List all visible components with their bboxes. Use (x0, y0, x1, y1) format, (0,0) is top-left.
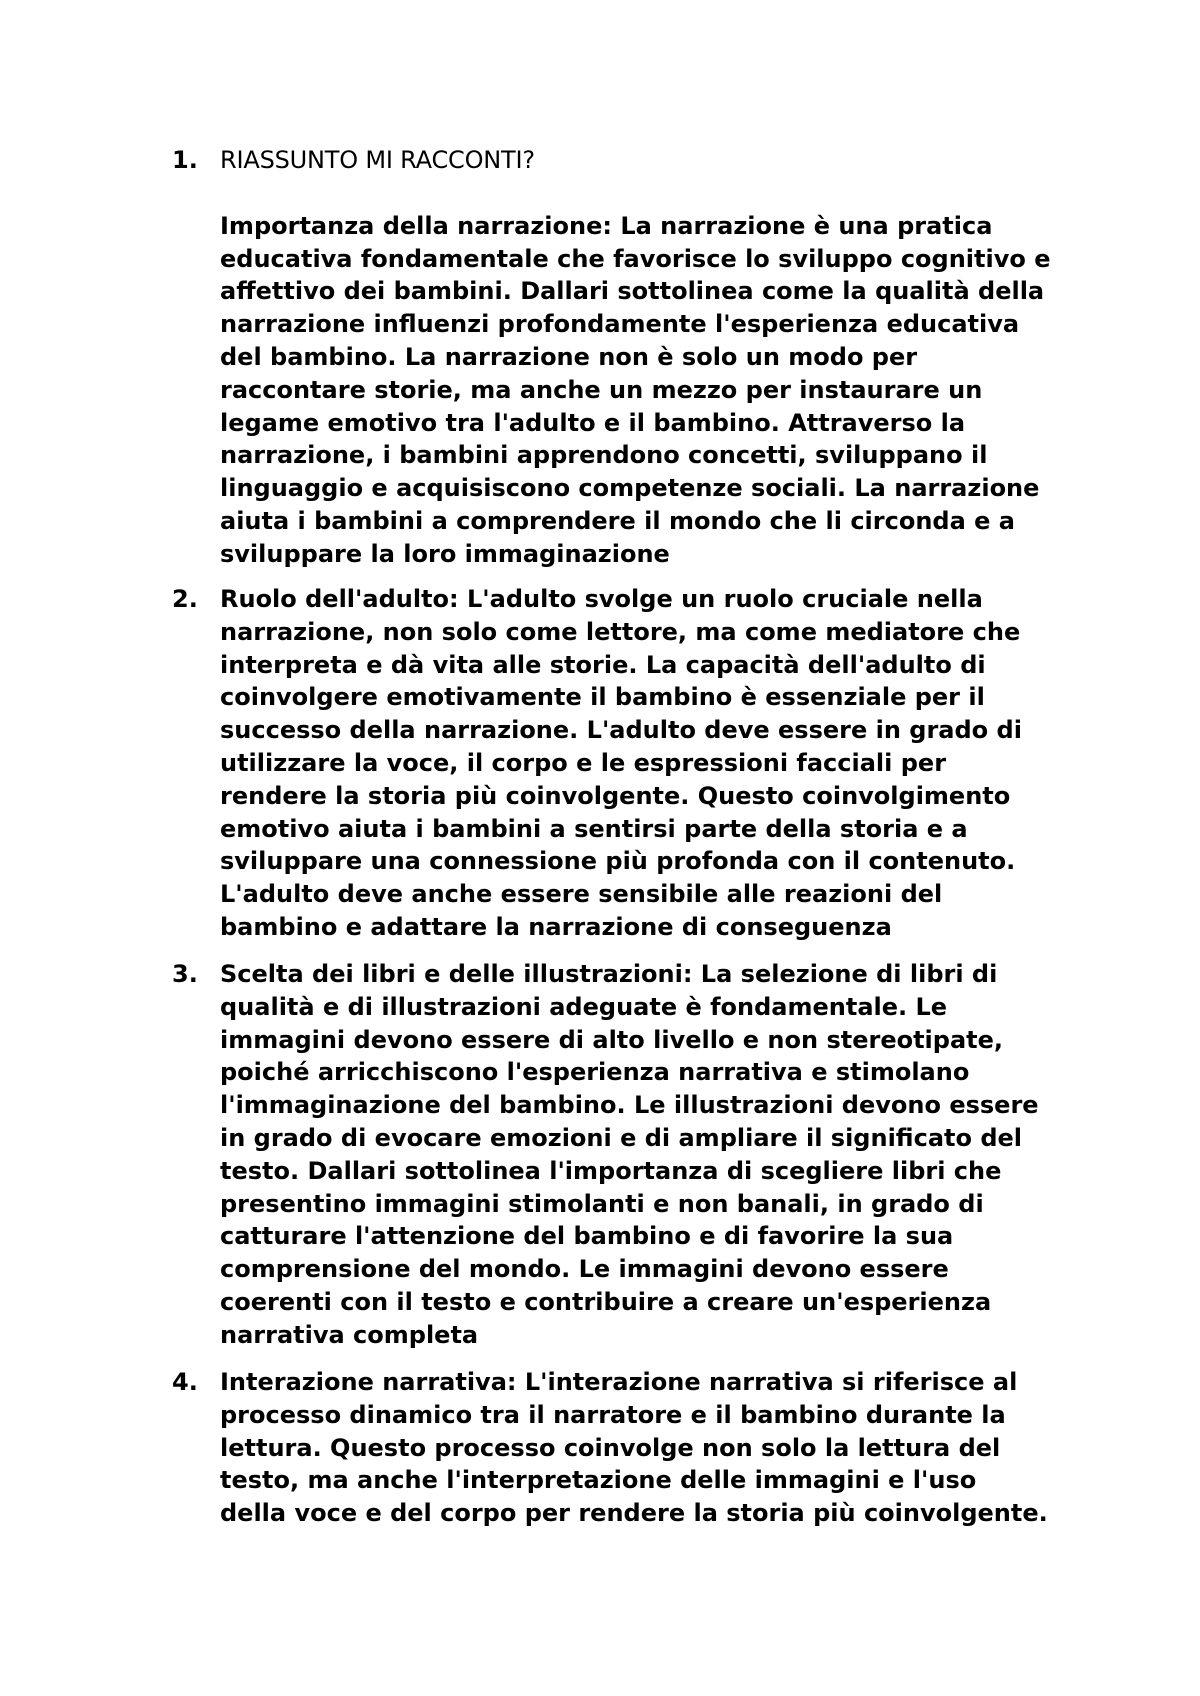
list-item-number: 1. (172, 146, 198, 174)
list-item-number: 3. (172, 960, 198, 988)
list-item-content (220, 1366, 1120, 1530)
list-item-content (220, 958, 1120, 1352)
list-item-number: 2. (172, 585, 198, 613)
list-item-content (220, 583, 1120, 944)
document-heading: RIASSUNTO MI RACCONTI? (220, 146, 535, 174)
list-item-text: Importanza della narrazione: La narrazione è una pratica educativa fondamentale che favorisce lo sviluppo cognitivo e affettivo dei bambini. Dallari sottolinea come la qualità della narrazione influenzi profondamente l'esperienza educativa del bambino. La narrazione non è solo un modo per raccontare storie, ma anche un mezzo per instaurare un legame emotivo tra l'adulto e il bambino. Attraverso la narrazione, i bambini apprendono concetti, sviluppano il linguaggio e acquisiscono competenze sociali. La narrazione aiuta i bambini a comprendere il mondo che li circonda e a sviluppare la loro immaginazione (220, 211, 1051, 568)
list-item-number: 4. (172, 1368, 198, 1396)
list-item-text: Scelta dei libri e delle illustrazioni: La selezione di libri di qualità e di illustrazioni adeguate è fondamentale. Le immagini devono essere di alto livello e non stereotipate, poiché arricchiscono l'esperienza narrativa e stimolano l'immaginazione del bambino. Le illustrazioni devono essere in grado di evocare emozioni e di ampliare il significato del testo. Dallari sottolinea l'importanza di scegliere libri che presentino immagini stimolanti e non banali, in grado di catturare l'attenzione del bambino e di favorire la sua comprensione del mondo. Le immagini devono essere coerenti con il testo e contribuire a creare un'esperienza narrativa completa (220, 960, 1039, 1349)
list-item-content (220, 144, 1120, 571)
list-item-text: Ruolo dell'adulto: L'adulto svolge un ruolo cruciale nella narrazione, non solo come lettore, ma come mediatore che interpreta e dà vita alle storie. La capacità dell'adulto di coinvolgere emotivamente il bambino è essenziale per il successo della narrazione. L'adulto deve essere in grado di utilizzare la voce, il corpo e le espressioni facciali per rendere la storia più coinvolgente. Questo coinvolgimento emotivo aiuta i bambini a sentirsi parte della storia e a sviluppare una connessione più profonda con il contenuto. L'adulto deve anche essere sensibile alle reazioni del bambino e adattare la narrazione di conseguenza (220, 585, 1022, 941)
list-item-text: Interazione narrativa: L'interazione narrativa si riferisce al processo dinamico tra il narratore e il bambino durante la lettura. Questo processo coinvolge non solo la lettura del testo, ma anche l'interpretazione delle immagini e l'uso della voce e del corpo per rendere la storia più coinvolgente. (220, 1368, 1048, 1528)
